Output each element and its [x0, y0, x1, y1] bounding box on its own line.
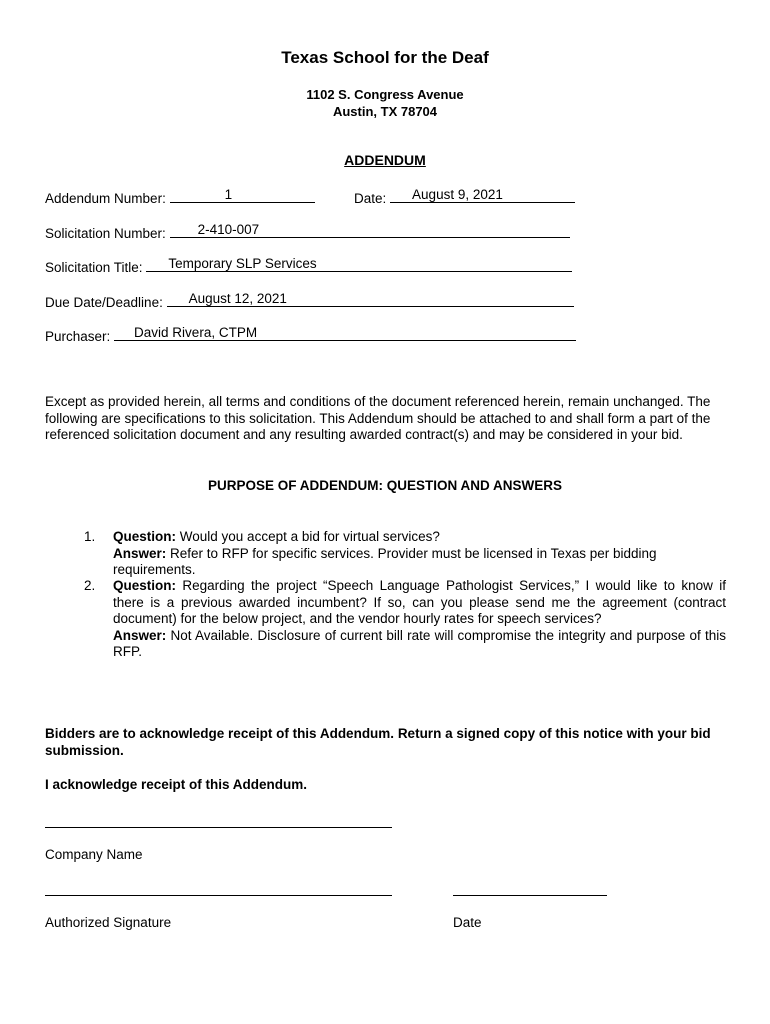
- question-label: Question:: [113, 529, 176, 544]
- purpose-heading: PURPOSE OF ADDENDUM: QUESTION AND ANSWERS: [207, 478, 562, 493]
- date-field: [354, 188, 575, 206]
- qa-item-2: [84, 578, 726, 661]
- intro-paragraph: Except as provided herein, all terms and conditions of the document referenced herein, remain unchanged. The following are specifications to this solicitation. This Addendum should be attached to and shall form a part of the referenced solicitation document and any resulting awarded contract(s) and may be considered in your bid.: [45, 394, 711, 442]
- addendum-number-line: [170, 188, 315, 203]
- purchaser-label: Purchaser:: [45, 329, 111, 344]
- addendum-number-label: Addendum Number:: [45, 191, 166, 206]
- qa-number: 1.: [84, 529, 96, 544]
- answer-text: Not Available. Disclosure of current bill rate will compromise the integrity and purpose of this RFP.: [113, 627, 726, 659]
- due-date-label: Due Date/Deadline:: [45, 295, 163, 310]
- solicitation-title-value: Temporary SLP Services: [168, 256, 317, 271]
- due-date-line: [167, 292, 574, 307]
- solicitation-number-line: [170, 223, 570, 238]
- answer-label: Answer:: [113, 627, 167, 643]
- purchaser-line: [114, 326, 576, 341]
- authorized-signature-label: Authorized Signature: [45, 915, 172, 930]
- solicitation-title-label: Solicitation Title:: [45, 260, 143, 275]
- solicitation-number-value: 2-410-007: [197, 222, 260, 237]
- solicitation-number-label: Solicitation Number:: [45, 226, 166, 241]
- signature-date-label: Date: [453, 915, 482, 930]
- question-text: Would you accept a bid for virtual services?: [179, 529, 440, 544]
- acknowledgement-statement: I acknowledge receipt of this Addendum.: [45, 777, 308, 792]
- date-line: [390, 188, 575, 203]
- addendum-number-field: [45, 188, 315, 206]
- company-name-label: Company Name: [45, 847, 143, 862]
- addendum-number-value: 1: [224, 187, 233, 202]
- due-date-field: [45, 292, 574, 310]
- solicitation-title-field: [45, 257, 572, 275]
- signature-line[interactable]: [45, 894, 392, 896]
- date-value: August 9, 2021: [412, 187, 503, 202]
- answer-text: Refer to RFP for specific services. Provider must be licensed in Texas per bidding requirements.: [113, 545, 657, 577]
- answer-label: Answer:: [113, 545, 167, 561]
- purchaser-value: David Rivera, CTPM: [134, 325, 258, 340]
- bidders-note: Bidders are to acknowledge receipt of this Addendum. Return a signed copy of this notice with your bid submission.: [45, 726, 711, 758]
- page-title: Texas School for the Deaf: [281, 48, 489, 67]
- solicitation-title-line: [146, 257, 572, 272]
- date-signature-line[interactable]: [453, 894, 607, 896]
- question-text: Regarding the project “Speech Language Pathologist Services,” I would like to know if there is a previous awarded incumbent? If so, can you please send me the agreement (contract document) for the below project, and the vendor hourly rates for speech services?: [113, 578, 726, 626]
- company-name-line[interactable]: [45, 826, 392, 828]
- purchaser-field: [45, 326, 576, 344]
- due-date-value: August 12, 2021: [188, 291, 287, 306]
- address-line-1: 1102 S. Congress Avenue: [306, 87, 464, 102]
- addendum-heading: ADDENDUM: [344, 152, 426, 168]
- qa-number: 2.: [84, 578, 96, 593]
- solicitation-number-field: [45, 223, 570, 241]
- address-line-2: Austin, TX 78704: [332, 104, 438, 119]
- qa-item-1: [84, 529, 726, 579]
- question-label: Question:: [113, 578, 176, 593]
- date-label: Date:: [354, 191, 387, 206]
